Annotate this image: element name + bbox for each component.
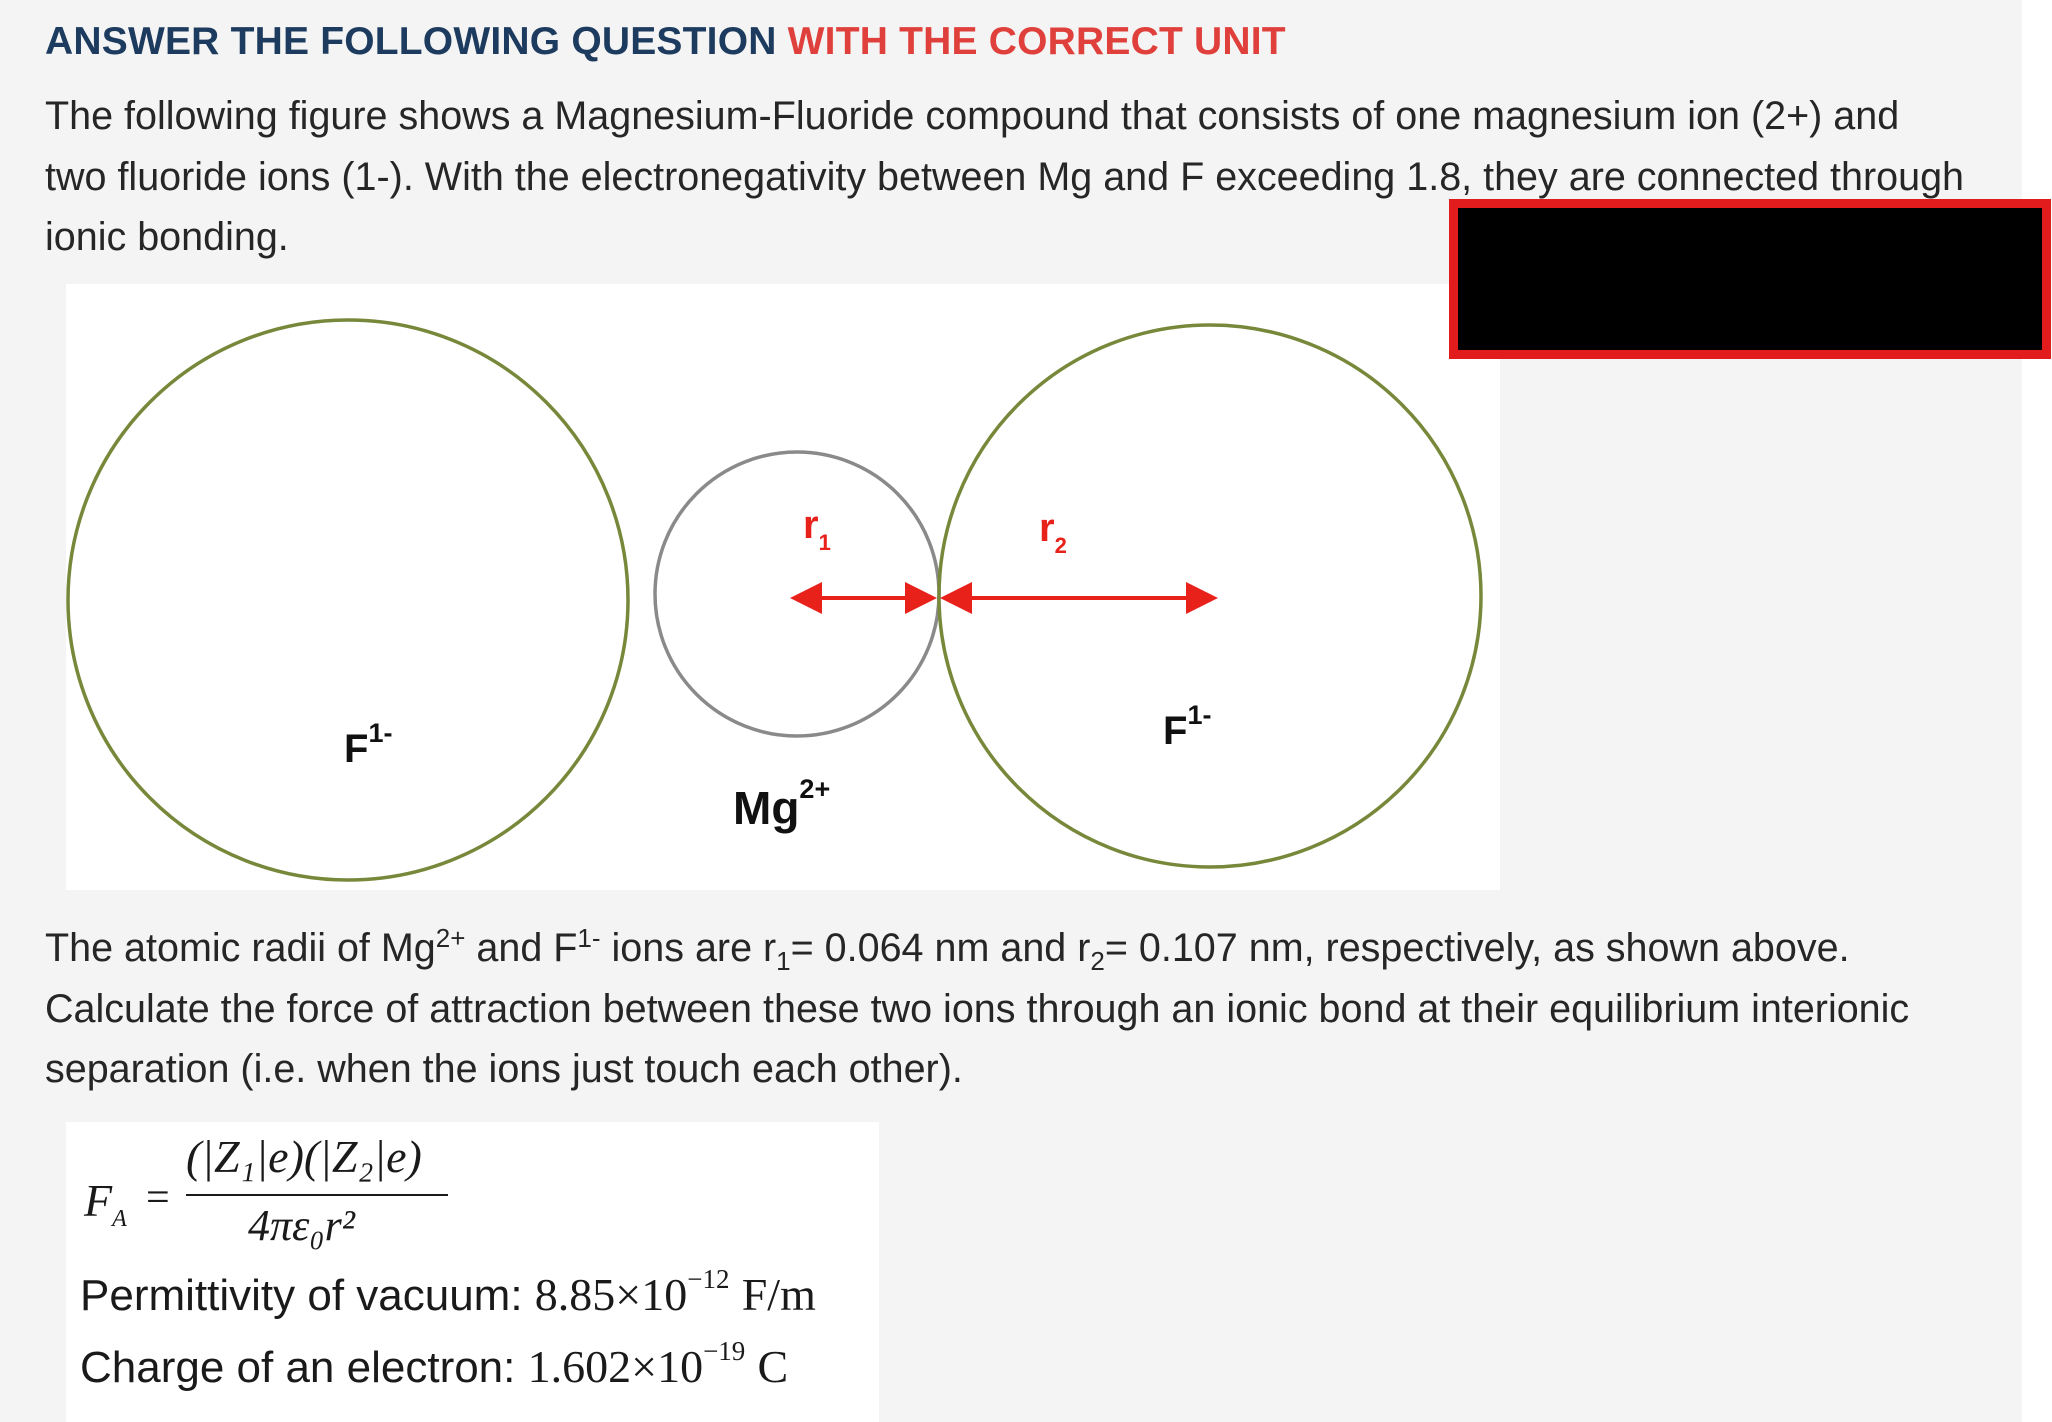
- permittivity-line: [80, 1264, 816, 1321]
- formula-box: [66, 1122, 879, 1422]
- r1-label: $r_1$: [803, 503, 831, 555]
- magnesium-ion-circle: [655, 452, 939, 736]
- mg-charge-sup: 2+: [435, 922, 466, 953]
- ion-diagram: [66, 284, 1500, 890]
- ion-figure: [66, 284, 1500, 890]
- permittivity-value: 8.85×10: [534, 1269, 688, 1320]
- redaction-box: [1449, 199, 2051, 359]
- question-text-5: = 0.107 nm, respectively, as shown above. Calculate the force of attraction between these two ions through an ionic bond at their equilibrium interionic separation (i.e. when the ions just touch each other).: [45, 926, 1910, 1091]
- permittivity-unit: F/m: [741, 1269, 816, 1320]
- equals-sign: =: [146, 1175, 170, 1221]
- question-paragraph: [45, 918, 2005, 1100]
- charge-value: 1.602×10: [527, 1341, 704, 1392]
- f-charge-sup: 1-: [577, 922, 601, 953]
- header-unit-emphasis: WITH THE CORRECT UNIT: [787, 20, 1286, 63]
- left-fluoride-label: $F^{1-}$: [344, 718, 393, 771]
- permittivity-label: Permittivity of vacuum:: [80, 1271, 523, 1320]
- charge-label: Charge of an electron:: [80, 1343, 516, 1392]
- force-symbol: $F_A$: [84, 1175, 127, 1233]
- question-text-4: = 0.064 nm and r: [790, 926, 1091, 970]
- r2-sub: 2: [1090, 945, 1105, 976]
- r2-label: $r_2$: [1039, 506, 1067, 558]
- header-instruction: ANSWER THE FOLLOWING QUESTION: [45, 20, 777, 63]
- left-fluoride-ion-circle: [68, 320, 628, 880]
- charge-unit: C: [757, 1341, 789, 1392]
- formula-denominator: 4πε₀r²: [248, 1201, 355, 1250]
- fraction-bar: [186, 1194, 448, 1196]
- right-fluoride-label: $F^{1-}$: [1163, 700, 1212, 753]
- question-text-3: ions are r: [600, 926, 777, 970]
- electron-charge-line: [80, 1336, 789, 1393]
- charge-exponent: −19: [703, 1336, 746, 1366]
- question-text-1: The atomic radii of Mg: [45, 926, 436, 970]
- magnesium-label: $Mg^{2+}$: [733, 774, 831, 834]
- question-header: [45, 20, 1286, 64]
- formula-numerator: (|Z₁|e)(|Z₂|e): [186, 1131, 422, 1182]
- intro-paragraph: The following figure shows a Magnesium-Fluoride compound that consists of one magnesium ion (2+) and two fluoride ions (1-). With the electronegativity between Mg and F exceeding 1.8, they are connected through ionic bonding.: [45, 94, 1965, 259]
- r1-sub: 1: [776, 945, 791, 976]
- permittivity-exponent: −12: [687, 1264, 730, 1294]
- question-text-2: and F: [465, 926, 578, 970]
